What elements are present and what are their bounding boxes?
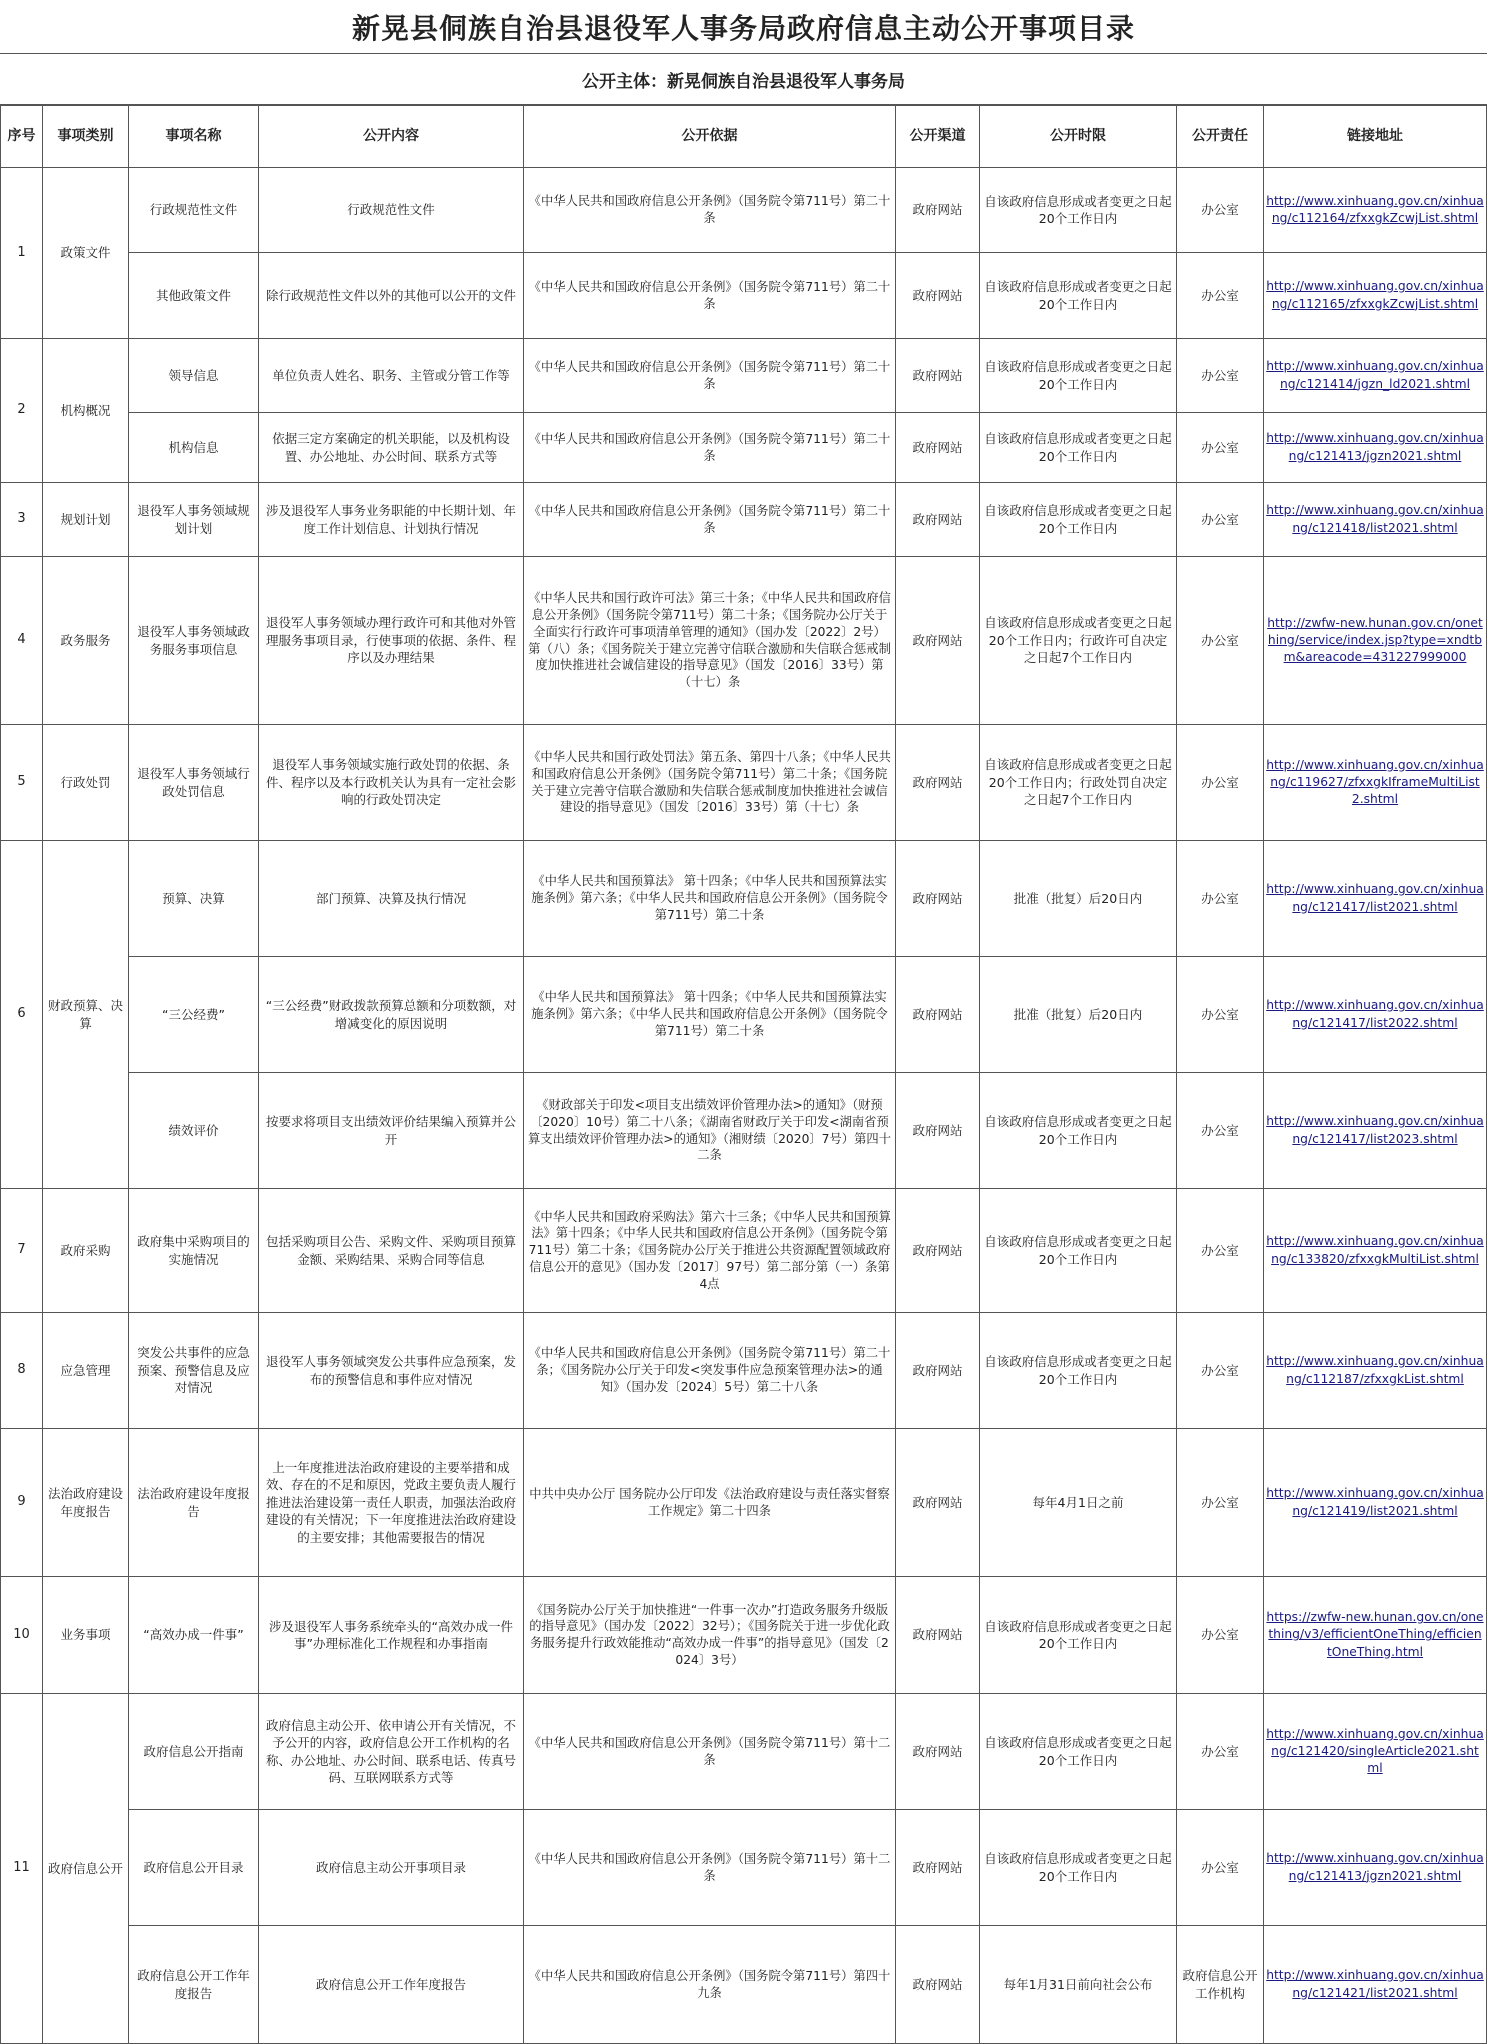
title-row <box>0 0 1487 54</box>
row-link[interactable]: http://www.xinhuang.gov.cn/xinhuang/c121417/list2022.shtml <box>1266 998 1484 1030</box>
row-index: 6 <box>1 841 43 1189</box>
row-channel: 政府网站 <box>896 841 980 957</box>
row-channel: 政府网站 <box>896 1577 980 1694</box>
row-basis: 《中华人民共和国政府信息公开条例》（国务院令第711号）第二十条 <box>524 413 896 483</box>
row-item-name: 政府信息公开指南 <box>129 1694 259 1810</box>
row-channel: 政府网站 <box>896 1810 980 1926</box>
row-item-name: 其他政策文件 <box>129 253 259 339</box>
publisher-subject: 公开主体：新晃侗族自治县退役军人事务局 <box>582 71 905 92</box>
row-duty: 办公室 <box>1177 168 1264 253</box>
table-row <box>1 168 1487 253</box>
row-item-name: 政府信息公开工作年度报告 <box>129 1926 259 2044</box>
row-channel: 政府网站 <box>896 253 980 339</box>
subject-row <box>0 54 1487 105</box>
row-item-name: 退役军人事务领域规划计划 <box>129 483 259 557</box>
row-deadline: 自该政府信息形成或者变更之日起20个工作日内 <box>980 253 1177 339</box>
row-index: 3 <box>1 483 43 557</box>
row-category: 应急管理 <box>43 1313 129 1429</box>
row-basis: 《中华人民共和国政府信息公开条例》（国务院令第711号）第二十条；《国务院办公厅关于印发<突发事件应急预案管理办法>的通知》（国办发〔2024〕5号）第二十八条 <box>524 1313 896 1429</box>
row-deadline: 批准（批复）后20日内 <box>980 957 1177 1073</box>
row-category: 财政预算、决算 <box>43 841 129 1189</box>
row-channel: 政府网站 <box>896 413 980 483</box>
row-duty: 办公室 <box>1177 1073 1264 1189</box>
row-link[interactable]: http://www.xinhuang.gov.cn/xinhuang/c121414/jgzn_ld2021.shtml <box>1266 359 1484 391</box>
row-link-cell <box>1264 168 1487 253</box>
row-basis: 《中华人民共和国政府信息公开条例》（国务院令第711号）第十二条 <box>524 1810 896 1926</box>
row-category: 政策文件 <box>43 168 129 339</box>
row-link-cell <box>1264 1189 1487 1313</box>
row-duty: 办公室 <box>1177 483 1264 557</box>
header-index: 序号 <box>1 106 43 168</box>
table-body <box>1 168 1487 2044</box>
table-row <box>1 1694 1487 1810</box>
row-category: 政府采购 <box>43 1189 129 1313</box>
row-deadline: 自该政府信息形成或者变更之日起20个工作日内 <box>980 1189 1177 1313</box>
table-row <box>1 1313 1487 1429</box>
row-content: 退役军人事务领域实施行政处罚的依据、条件、程序以及本行政机关认为具有一定社会影响的行政处罚决定 <box>259 725 524 841</box>
row-category: 政府信息公开 <box>43 1694 129 2044</box>
row-deadline: 自该政府信息形成或者变更之日起20个工作日内 <box>980 1577 1177 1694</box>
row-deadline: 自该政府信息形成或者变更之日起20个工作日内 <box>980 339 1177 413</box>
row-category: 政务服务 <box>43 557 129 725</box>
row-index: 11 <box>1 1694 43 2044</box>
row-link[interactable]: http://www.xinhuang.gov.cn/xinhuang/c121420/singleArticle2021.shtml <box>1266 1726 1484 1776</box>
row-duty: 办公室 <box>1177 1694 1264 1810</box>
row-item-name: 突发公共事件的应急预案、预警信息及应对情况 <box>129 1313 259 1429</box>
row-link-cell <box>1264 1694 1487 1810</box>
page-title: 新晃县侗族自治县退役军人事务局政府信息主动公开事项目录 <box>351 11 1135 45</box>
row-content: 包括采购项目公告、采购文件、采购项目预算金额、采购结果、采购合同等信息 <box>259 1189 524 1313</box>
row-basis: 《中华人民共和国政府采购法》第六十三条；《中华人民共和国预算法》第十四条；《中华人民共和国政府信息公开条例》（国务院令第711号）第二十条；《国务院办公厅关于推进公共资源配置领域政府信息公开的意见》（国办发〔2017〕97号）第二部分第（一）条第4点 <box>524 1189 896 1313</box>
row-link-cell <box>1264 957 1487 1073</box>
row-duty: 办公室 <box>1177 1577 1264 1694</box>
row-link[interactable]: http://www.xinhuang.gov.cn/xinhuang/c133820/zfxxgkMultiList.shtml <box>1266 1234 1484 1266</box>
row-item-name: 领导信息 <box>129 339 259 413</box>
row-content: 政府信息主动公开事项目录 <box>259 1810 524 1926</box>
row-duty: 政府信息公开工作机构 <box>1177 1926 1264 2044</box>
row-item-name: 退役军人事务领域行政处罚信息 <box>129 725 259 841</box>
row-link[interactable]: http://www.xinhuang.gov.cn/xinhuang/c112165/zfxxgkZcwjList.shtml <box>1266 279 1484 311</box>
row-duty: 办公室 <box>1177 339 1264 413</box>
row-duty: 办公室 <box>1177 253 1264 339</box>
table-row <box>1 339 1487 413</box>
row-basis: 《国务院办公厅关于加快推进“一件事一次办”打造政务服务升级版的指导意见》（国办发〔2022〕32号）；《国务院关于进一步优化政务服务提升行政效能推动“高效办成一件事”的指导意见》（国发〔2024〕3号） <box>524 1577 896 1694</box>
row-channel: 政府网站 <box>896 1073 980 1189</box>
table-row <box>1 1810 1487 1926</box>
row-content: 行政规范性文件 <box>259 168 524 253</box>
row-item-name: 法治政府建设年度报告 <box>129 1429 259 1577</box>
row-basis: 《财政部关于印发<项目支出绩效评价管理办法>的通知》（财预〔2020〕10号）第二十八条；《湖南省财政厅关于印发<湖南省预算支出绩效评价管理办法>的通知》（湘财绩〔2020〕7号）第四十二条 <box>524 1073 896 1189</box>
row-index: 4 <box>1 557 43 725</box>
row-link-cell <box>1264 1313 1487 1429</box>
row-content: 部门预算、决算及执行情况 <box>259 841 524 957</box>
row-duty: 办公室 <box>1177 1429 1264 1577</box>
row-basis: 《中华人民共和国政府信息公开条例》（国务院令第711号）第二十条 <box>524 483 896 557</box>
row-deadline: 自该政府信息形成或者变更之日起20个工作日内 <box>980 168 1177 253</box>
header-link: 链接地址 <box>1264 106 1487 168</box>
header-channel: 公开渠道 <box>896 106 980 168</box>
row-link[interactable]: http://www.xinhuang.gov.cn/xinhuang/c121413/jgzn2021.shtml <box>1266 1851 1484 1883</box>
row-index: 10 <box>1 1577 43 1694</box>
row-link-cell <box>1264 557 1487 725</box>
row-link-cell <box>1264 483 1487 557</box>
row-index: 9 <box>1 1429 43 1577</box>
table-row <box>1 1577 1487 1694</box>
row-basis: 《中华人民共和国预算法》 第十四条；《中华人民共和国预算法实施条例》第六条；《中华人民共和国政府信息公开条例》（国务院令第711号）第二十条 <box>524 957 896 1073</box>
row-link-cell <box>1264 841 1487 957</box>
table-row <box>1 1429 1487 1577</box>
row-deadline: 每年1月31日前向社会公布 <box>980 1926 1177 2044</box>
row-deadline: 自该政府信息形成或者变更之日起20个工作日内 <box>980 1313 1177 1429</box>
header-deadline: 公开时限 <box>980 106 1177 168</box>
row-channel: 政府网站 <box>896 1189 980 1313</box>
row-index: 8 <box>1 1313 43 1429</box>
row-item-name: “高效办成一件事” <box>129 1577 259 1694</box>
row-item-name: 行政规范性文件 <box>129 168 259 253</box>
row-link[interactable]: http://www.xinhuang.gov.cn/xinhuang/c121418/list2021.shtml <box>1266 503 1484 535</box>
row-link-cell <box>1264 725 1487 841</box>
row-item-name: 绩效评价 <box>129 1073 259 1189</box>
row-content: 退役军人事务领域突发公共事件应急预案，发布的预警信息和事件应对情况 <box>259 1313 524 1429</box>
row-content: 涉及退役军人事务业务职能的中长期计划、年度工作计划信息、计划执行情况 <box>259 483 524 557</box>
row-deadline: 自该政府信息形成或者变更之日起20个工作日内 <box>980 1694 1177 1810</box>
row-deadline: 自该政府信息形成或者变更之日起20个工作日内 <box>980 483 1177 557</box>
row-content: 上一年度推进法治政府建设的主要举措和成效、存在的不足和原因，党政主要负责人履行推进法治建设第一责任人职责，加强法治政府建设的有关情况；下一年度推进法治政府建设的主要安排；其他需要报告的情况 <box>259 1429 524 1577</box>
row-content: 退役军人事务领域办理行政许可和其他对外管理服务事项目录，行使事项的依据、条件、程序以及办理结果 <box>259 557 524 725</box>
row-basis: 《中华人民共和国政府信息公开条例》（国务院令第711号）第二十条 <box>524 168 896 253</box>
row-deadline: 自该政府信息形成或者变更之日起20个工作日内 <box>980 1810 1177 1926</box>
row-duty: 办公室 <box>1177 841 1264 957</box>
row-content: “三公经费”财政拨款预算总额和分项数额，对增减变化的原因说明 <box>259 957 524 1073</box>
row-link[interactable]: http://www.xinhuang.gov.cn/xinhuang/c112187/zfxxgkList.shtml <box>1266 1354 1484 1386</box>
row-content: 依据三定方案确定的机关职能，以及机构设置、办公地址、办公时间、联系方式等 <box>259 413 524 483</box>
table-row <box>1 1189 1487 1313</box>
row-basis: 《中华人民共和国政府信息公开条例》（国务院令第711号）第四十九条 <box>524 1926 896 2044</box>
row-link[interactable]: http://www.xinhuang.gov.cn/xinhuang/c119627/zfxxgkIframeMultiList2.shtml <box>1266 757 1484 807</box>
row-index: 2 <box>1 339 43 483</box>
row-item-name: 预算、决算 <box>129 841 259 957</box>
row-link[interactable]: http://www.xinhuang.gov.cn/xinhuang/c121417/list2021.shtml <box>1266 882 1484 914</box>
row-link[interactable]: http://www.xinhuang.gov.cn/xinhuang/c121421/list2021.shtml <box>1266 1968 1484 2000</box>
row-duty: 办公室 <box>1177 1810 1264 1926</box>
row-duty: 办公室 <box>1177 413 1264 483</box>
row-deadline: 自该政府信息形成或者变更之日起20个工作日内 <box>980 413 1177 483</box>
row-basis: 《中华人民共和国行政处罚法》第五条、第四十八条；《中华人民共和国政府信息公开条例》（国务院令第711号）第二十条；《国务院关于建立完善守信联合激励和失信联合惩戒制度加快推进社会诚信建设的指导意见》（国发〔2016〕33号）第（十七）条 <box>524 725 896 841</box>
row-index: 7 <box>1 1189 43 1313</box>
row-duty: 办公室 <box>1177 557 1264 725</box>
row-channel: 政府网站 <box>896 1429 980 1577</box>
row-index: 5 <box>1 725 43 841</box>
table-row <box>1 1926 1487 2044</box>
row-link-cell <box>1264 253 1487 339</box>
row-item-name: “三公经费” <box>129 957 259 1073</box>
row-basis: 《中华人民共和国行政许可法》第三十条；《中华人民共和国政府信息公开条例》（国务院令第711号）第二十条；《国务院办公厅关于全面实行行政许可事项清单管理的通知》（国办发〔2022〕2号）第（八）条；《国务院关于建立完善守信联合激励和失信联合惩戒制度加快推进社会诚信建设的指导意见》（国发〔2016〕33号）第（十七）条 <box>524 557 896 725</box>
row-channel: 政府网站 <box>896 339 980 413</box>
row-deadline: 自该政府信息形成或者变更之日起20个工作日内；行政许可自决定之日起7个工作日内 <box>980 557 1177 725</box>
row-item-name: 政府集中采购项目的实施情况 <box>129 1189 259 1313</box>
row-duty: 办公室 <box>1177 1189 1264 1313</box>
row-content: 除行政规范性文件以外的其他可以公开的文件 <box>259 253 524 339</box>
row-basis: 中共中央办公厅 国务院办公厅印发《法治政府建设与责任落实督察工作规定》第二十四条 <box>524 1429 896 1577</box>
row-content: 政府信息公开工作年度报告 <box>259 1926 524 2044</box>
row-basis: 《中华人民共和国政府信息公开条例》（国务院令第711号）第二十条 <box>524 253 896 339</box>
header-content: 公开内容 <box>259 106 524 168</box>
row-link[interactable]: http://www.xinhuang.gov.cn/xinhuang/c121417/list2023.shtml <box>1266 1114 1484 1146</box>
row-link-cell <box>1264 1926 1487 2044</box>
row-content: 政府信息主动公开、依申请公开有关情况，不予公开的内容，政府信息公开工作机构的名称、办公地址、办公时间、联系电话、传真号码、互联网联系方式等 <box>259 1694 524 1810</box>
header-duty: 公开责任 <box>1177 106 1264 168</box>
row-item-name: 退役军人事务领域政务服务事项信息 <box>129 557 259 725</box>
row-link-cell <box>1264 413 1487 483</box>
row-content: 按要求将项目支出绩效评价结果编入预算并公开 <box>259 1073 524 1189</box>
row-index: 1 <box>1 168 43 339</box>
row-channel: 政府网站 <box>896 1313 980 1429</box>
row-basis: 《中华人民共和国预算法》 第十四条；《中华人民共和国预算法实施条例》第六条；《中华人民共和国政府信息公开条例》（国务院令第711号）第二十条 <box>524 841 896 957</box>
row-deadline: 每年4月1日之前 <box>980 1429 1177 1577</box>
table-row <box>1 557 1487 725</box>
row-duty: 办公室 <box>1177 1313 1264 1429</box>
row-channel: 政府网站 <box>896 168 980 253</box>
table-row <box>1 957 1487 1073</box>
header-item-name: 事项名称 <box>129 106 259 168</box>
row-item-name: 机构信息 <box>129 413 259 483</box>
row-link-cell <box>1264 1577 1487 1694</box>
row-channel: 政府网站 <box>896 957 980 1073</box>
row-deadline: 批准（批复）后20日内 <box>980 841 1177 957</box>
row-duty: 办公室 <box>1177 957 1264 1073</box>
row-link-cell <box>1264 1810 1487 1926</box>
row-content: 涉及退役军人事务系统牵头的“高效办成一件事”办理标准化工作规程和办事指南 <box>259 1577 524 1694</box>
row-category: 法治政府建设年度报告 <box>43 1429 129 1577</box>
row-channel: 政府网站 <box>896 483 980 557</box>
header-basis: 公开依据 <box>524 106 896 168</box>
table-row <box>1 413 1487 483</box>
row-link[interactable]: https://zwfw-new.hunan.gov.cn/onething/v3/efficientOneThing/efficientOneThing.html <box>1266 1610 1484 1659</box>
catalog-table <box>0 105 1487 2044</box>
row-link-cell <box>1264 339 1487 413</box>
table-row <box>1 1073 1487 1189</box>
header-category: 事项类别 <box>43 106 129 168</box>
row-channel: 政府网站 <box>896 1694 980 1810</box>
row-channel: 政府网站 <box>896 557 980 725</box>
row-duty: 办公室 <box>1177 725 1264 841</box>
row-channel: 政府网站 <box>896 1926 980 2044</box>
row-basis: 《中华人民共和国政府信息公开条例》（国务院令第711号）第二十条 <box>524 339 896 413</box>
row-category: 规划计划 <box>43 483 129 557</box>
row-link[interactable]: http://www.xinhuang.gov.cn/xinhuang/c112164/zfxxgkZcwjList.shtml <box>1266 193 1484 225</box>
row-link[interactable]: http://www.xinhuang.gov.cn/xinhuang/c121419/list2021.shtml <box>1266 1486 1484 1518</box>
row-category: 业务事项 <box>43 1577 129 1694</box>
table-row <box>1 483 1487 557</box>
table-row <box>1 841 1487 957</box>
row-link[interactable]: http://www.xinhuang.gov.cn/xinhuang/c121413/jgzn2021.shtml <box>1266 431 1484 463</box>
row-link-cell <box>1264 1429 1487 1577</box>
row-deadline: 自该政府信息形成或者变更之日起20个工作日内；行政处罚自决定之日起7个工作日内 <box>980 725 1177 841</box>
header-row <box>1 106 1487 168</box>
row-link[interactable]: http://zwfw-new.hunan.gov.cn/onething/service/index.jsp?type=xndtbm&areacode=431227999000 <box>1267 615 1483 665</box>
row-deadline: 自该政府信息形成或者变更之日起20个工作日内 <box>980 1073 1177 1189</box>
row-channel: 政府网站 <box>896 725 980 841</box>
table-row <box>1 253 1487 339</box>
row-category: 机构概况 <box>43 339 129 483</box>
row-item-name: 政府信息公开目录 <box>129 1810 259 1926</box>
row-basis: 《中华人民共和国政府信息公开条例》（国务院令第711号）第十二条 <box>524 1694 896 1810</box>
row-category: 行政处罚 <box>43 725 129 841</box>
row-link-cell <box>1264 1073 1487 1189</box>
row-content: 单位负责人姓名、职务、主管或分管工作等 <box>259 339 524 413</box>
table-row <box>1 725 1487 841</box>
